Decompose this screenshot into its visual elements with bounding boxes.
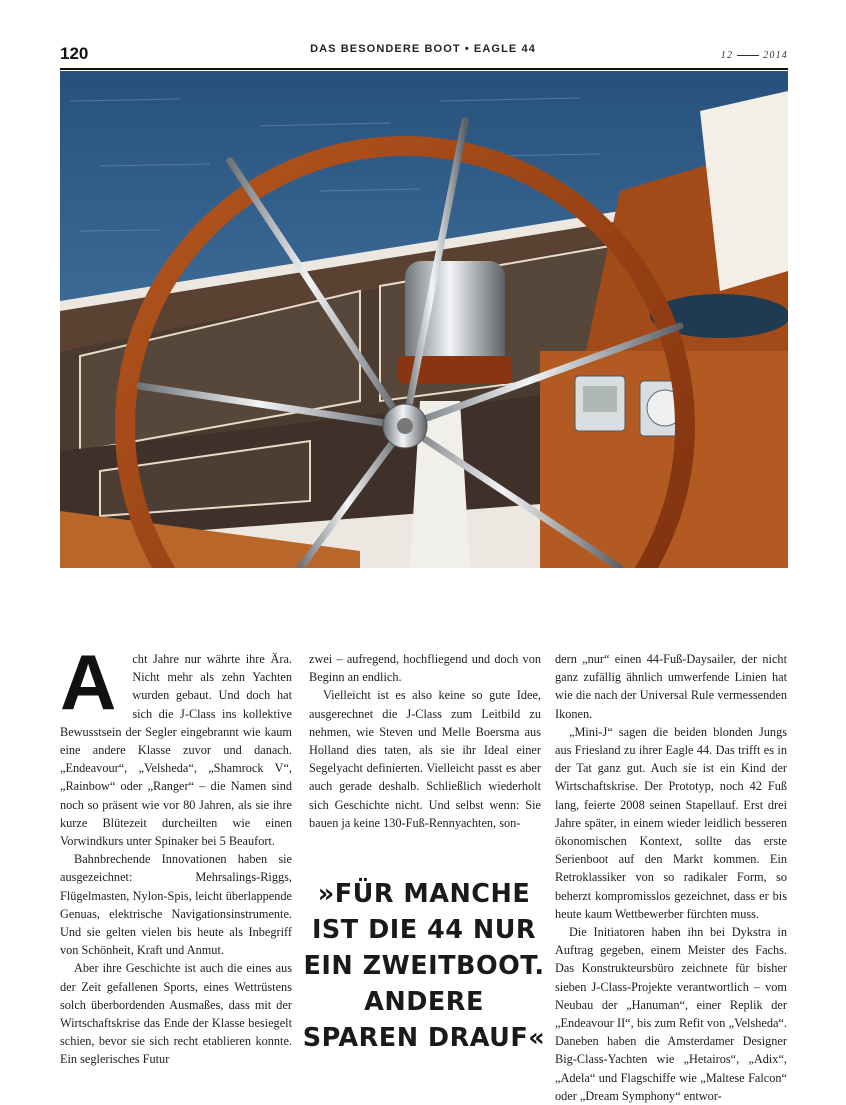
drop-cap: A — [60, 638, 117, 726]
issue-dash — [737, 55, 759, 56]
paragraph: dern „nur“ einen 44-Fuß-Daysailer, der nicht ganz zufällig ähnlich umwerfende Linien hat wie die nach der Universal Rule vermessenden Ikonen. — [555, 652, 787, 721]
paragraph: Aber ihre Geschichte ist auch die eines aus der Zeit gefallenen Sports, eines Wettrüstens solch überbordenden Ausmaßes, dass mit der Wirtschaftskrise das Ende der Klasse besiegelt schien, bevor sie sich recht etablieren konnte. Ein seglerisches Futur — [60, 961, 292, 1067]
issue-date — [721, 50, 788, 61]
section-title: DAS BESONDERE BOOT • EAGLE 44 — [310, 43, 536, 55]
issue-month: 12 — [720, 50, 734, 61]
yacht-steering-wheel-photo — [60, 71, 788, 568]
pull-quote-line: ANDERE — [364, 987, 484, 1017]
pull-quote-line: EIN ZWEITBOOT. — [303, 951, 545, 981]
pull-quote-line: »FÜR MANCHE — [317, 879, 531, 909]
article-column-1 — [60, 638, 292, 1069]
header-rule — [60, 68, 788, 70]
pull-quote — [302, 876, 546, 1056]
paragraph: zwei – aufregend, hochfliegend und doch von Beginn an endlich. — [309, 652, 541, 685]
pull-quote-line: SPAREN DRAUF« — [302, 1023, 546, 1053]
paragraph: Vielleicht ist es also keine so gute Idee, ausgerechnet die J-Class zum Leitbild zu nehmen, wie Steven und Melle Boersma aus Holland dies taten, als sie ihr Ideal einer Segelyacht definierten. Vielleicht passt es aber auch gerade deshalb. Schließlich wiederholt sich Geschichte nicht. Und selbst wenn: Sie bauen ja keine 130-Fuß-Rennyachten, son- — [309, 688, 541, 830]
paragraph: Die Initiatoren haben ihn bei Dykstra in Auftrag gegeben, einem Meister des Fachs. Das Konstrukteursbüro zeichnete für bisher sieben J-Class-Projekte verantwortlich – vom Neubau der „Hanuman“, einer Replik der „Endeavour II“, bis zum Refit von „Velsheda“. Daneben haben die Amsterdamer Designer Big-Class-Yachten wie „Hetairos“, „Adix“, „Adela“ und Flagschiffe wie „Maltese Falcon“ oder „Dream Symphony“ entwor- — [555, 925, 787, 1103]
article-column-2 — [309, 650, 541, 850]
paragraph: Bahnbrechende Innovationen haben sie ausgezeichnet: Mehrsalings-Riggs, Flügelmasten, Nylon-Spis, leicht überlappende Genuas, elektrische Navigationsinstrumente. Und sie gelten vielen bis heute als Inbegriff von Schönheit, Kraft und Anmut. — [60, 852, 292, 958]
paragraph: cht Jahre nur währte ihre Ära. Nicht mehr als zehn Yachten wurden gebaut. Und doch hat sich die J-Class ins kollektive Bewusstsein der Segler eingebrannt wie kaum eine andere Klasse zuvor und danach. „Endeavour“, „Velsheda“, „Shamrock V“, „Rainbow“ oder „Ranger“ – die Namen sind noch so präsent wie vor 80 Jahren, als sie ihre kurze Blütezeit durcheilten wie einen Vorwindkurs unter Spinaker bei 5 Beaufort. — [60, 652, 292, 849]
paragraph: „Mini-J“ sagen die beiden blonden Jungs aus Friesland zu ihrer Eagle 44. Das trifft es in der Tat ganz gut. Auch sie ist ein Kind der Wirtschaftskrise. Der Prototyp, noch 42 Fuß lang, feierte 2008 seinen Stapellauf. Erst drei Jahre später, in einem wieder leidlich besseren ökonomischen Kontext, sollte das erste Serienboot auf den Markt kommen. Ein Retroklassiker von so radikaler Form, so beherzt kompromisslos gezeichnet, dass er bis heute kaum Wettbewerber fürchten muss. — [555, 724, 787, 921]
pull-quote-line: IST DIE 44 NUR — [311, 915, 537, 945]
issue-year: 2014 — [763, 50, 788, 61]
article-column-3 — [555, 650, 787, 1105]
page-number: 120 — [60, 44, 89, 63]
